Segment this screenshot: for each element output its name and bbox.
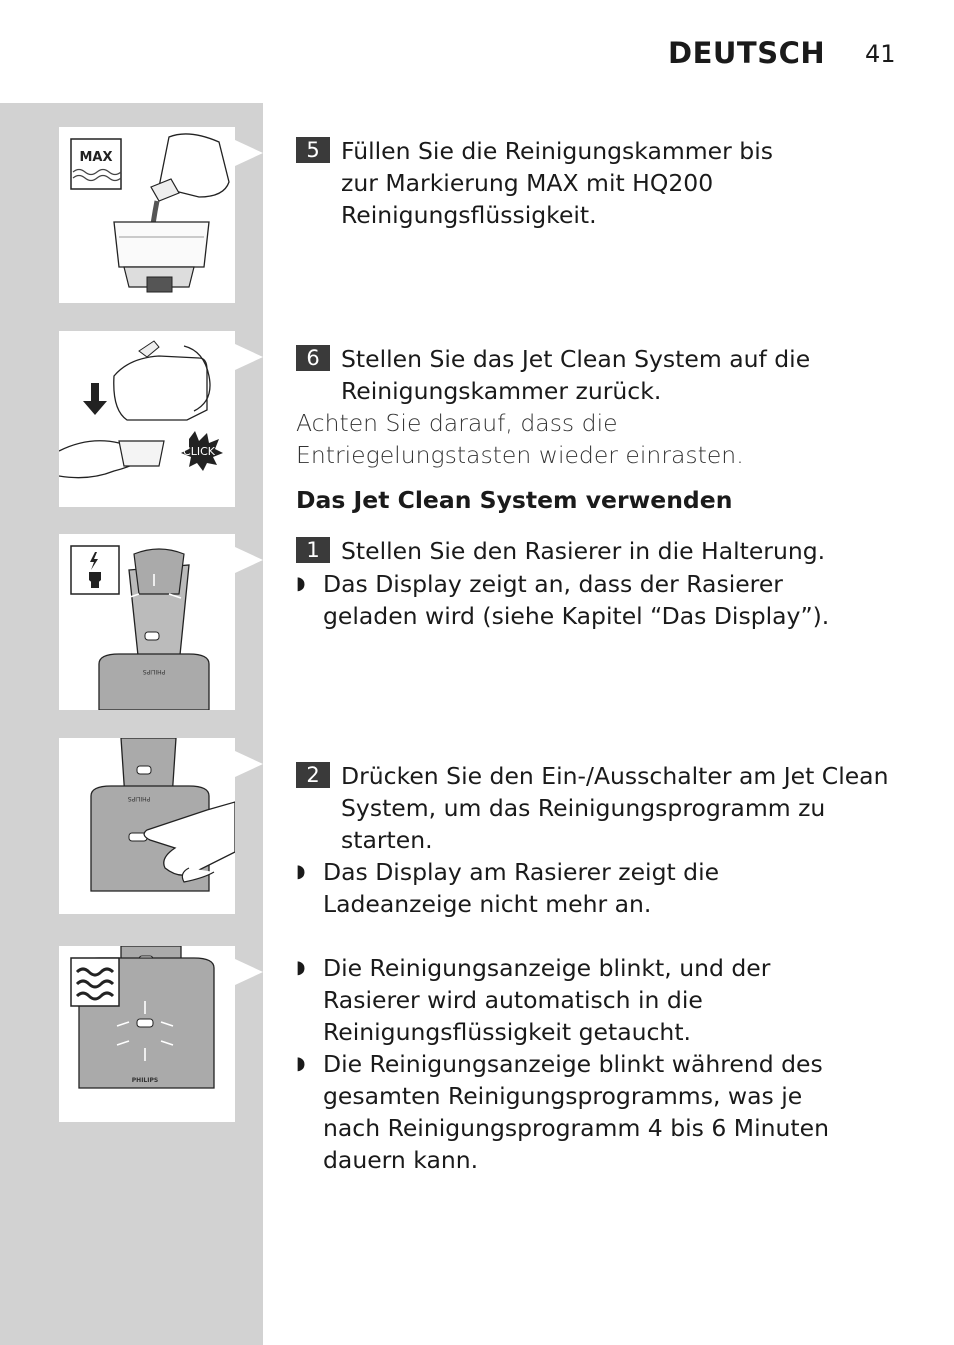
illustration-pointer: [235, 344, 263, 370]
max-label: MAX: [79, 150, 113, 165]
step-number: 5: [296, 137, 330, 163]
finger-press-icon: [59, 738, 235, 914]
step-text: Stellen Sie den Rasierer in die Halterung.: [341, 537, 826, 565]
bullet-icon: ◗: [296, 573, 306, 594]
illustration-pointer: [235, 547, 263, 573]
down-arrow-icon: [83, 383, 107, 415]
step-number: 2: [296, 762, 330, 788]
illustration-press-button: [59, 738, 235, 914]
attach-unit-icon: [59, 331, 235, 507]
step-1-result: [296, 568, 896, 632]
shaver-in-holder-icon: [59, 534, 235, 710]
brand-label: PHILIPS: [131, 1077, 159, 1084]
illustration-cleaning: [59, 946, 235, 1122]
bullet-icon: ◗: [296, 1053, 306, 1074]
bullet-icon: ◗: [296, 957, 306, 978]
illustration-pointer: [235, 959, 263, 985]
step-number: 6: [296, 345, 330, 371]
step-text: Füllen Sie die Reinigungskammer bis zur Markierung MAX mit HQ200 Reinigungsflüssigkeit.: [341, 137, 773, 229]
cleaning-result-1: [296, 952, 896, 1048]
page-language-header: DEUTSCH: [668, 36, 826, 70]
illustration-attach-click: [59, 331, 235, 507]
page-number: 41: [865, 40, 896, 68]
illustration-charging: [59, 534, 235, 710]
step-2: [296, 760, 896, 856]
illustration-pointer: [235, 140, 263, 166]
cleaning-result-2: [296, 1048, 896, 1176]
brand-label: PHILIPS: [142, 668, 166, 675]
illustration-pointer: [235, 751, 263, 777]
brand-label: PHILIPS: [127, 795, 151, 802]
step-5: [296, 135, 896, 231]
step-6: [296, 343, 896, 407]
step-6-note: Achten Sie darauf, dass die Entriegelungstasten wieder einrasten.: [296, 409, 744, 469]
pour-liquid-icon: [59, 127, 235, 303]
result-text: Das Display am Rasierer zeigt die Ladeanzeige nicht mehr an.: [323, 858, 720, 918]
step-text: Drücken Sie den Ein-/Ausschalter am Jet Clean System, um das Reinigungsprogramm zu starten.: [341, 762, 889, 854]
result-text: Die Reinigungsanzeige blinkt während des gesamten Reinigungsprogramms, was je nach Reinigungsprogramm 4 bis 6 Minuten dauern kann.: [323, 1050, 829, 1174]
illustration-fill-max: [59, 127, 235, 303]
step-text: Stellen Sie das Jet Clean System auf die Reinigungskammer zurück.: [341, 345, 811, 405]
cleaning-base-icon: [59, 946, 235, 1122]
step-number: 1: [296, 537, 330, 563]
section-heading: Das Jet Clean System verwenden: [296, 486, 733, 514]
click-label: CLICK: [183, 445, 215, 458]
result-text: Das Display zeigt an, dass der Rasierer geladen wird (siehe Kapitel “Das Display”).: [323, 570, 830, 630]
step-2-result: [296, 856, 896, 920]
bullet-icon: ◗: [296, 861, 306, 882]
step-1: [296, 535, 896, 567]
result-text: Die Reinigungsanzeige blinkt, und der Rasierer wird automatisch in die Reinigungsflüssigkeit getaucht.: [323, 954, 771, 1046]
